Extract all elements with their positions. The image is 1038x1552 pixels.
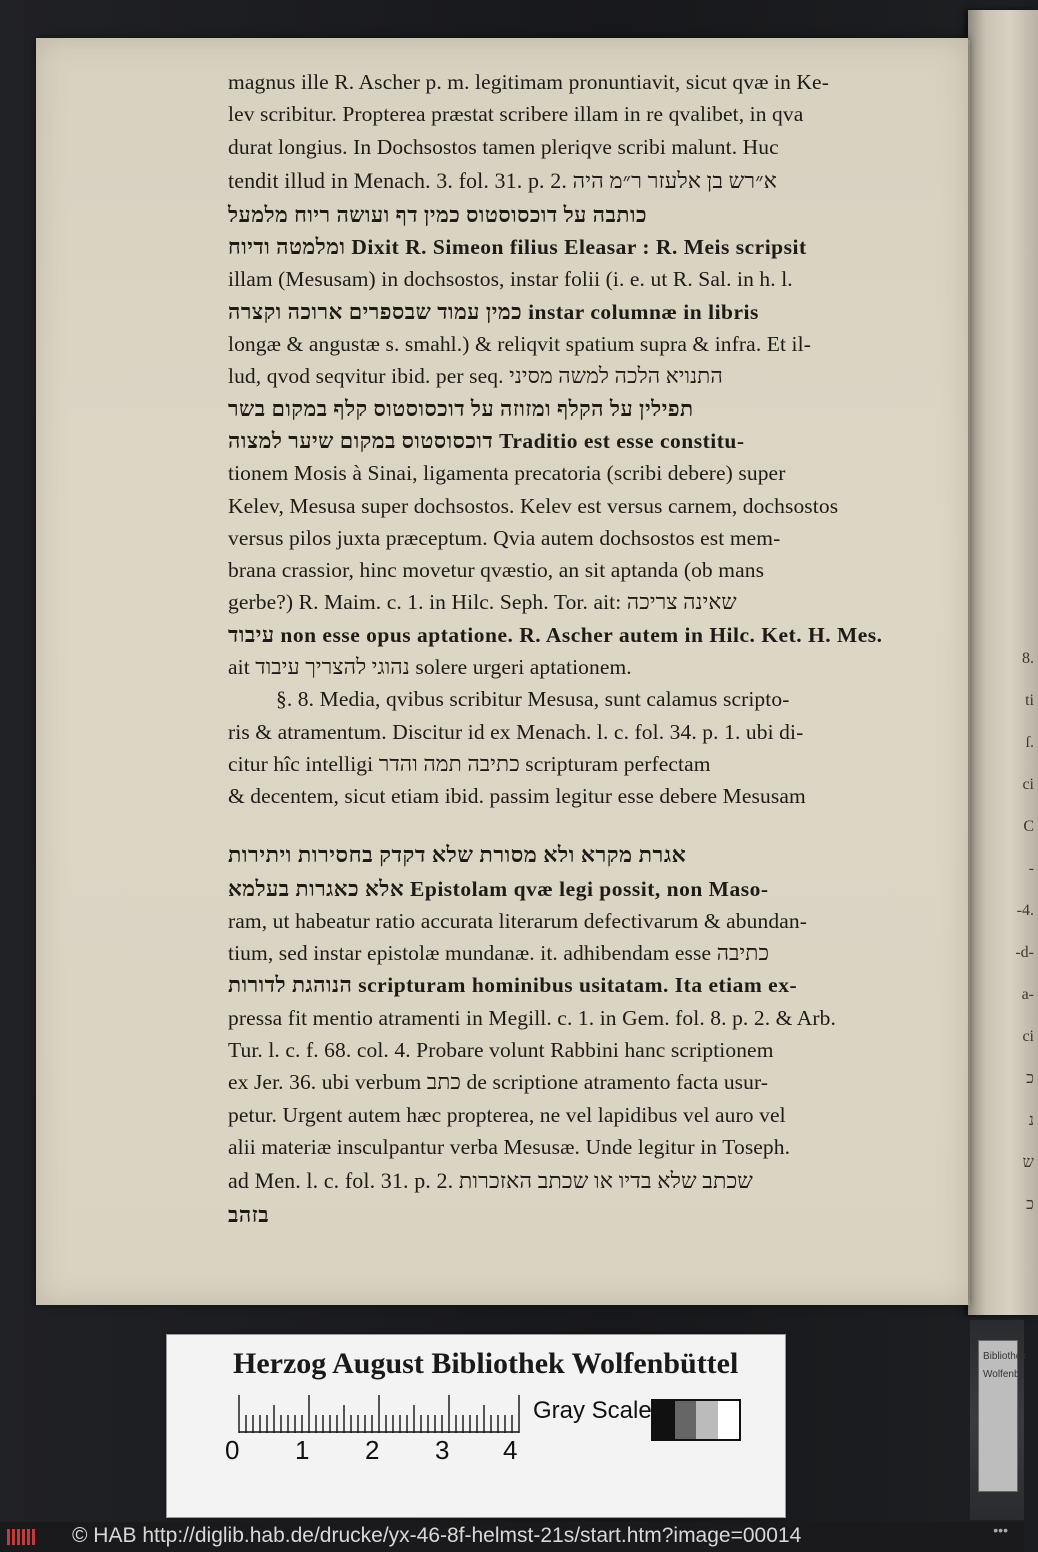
ruler-label-4: 4	[503, 1435, 518, 1465]
adjacent-page-fragment: ci	[1022, 776, 1034, 793]
ruler-labels	[225, 1435, 545, 1465]
adjacent-page-fragment: ſ.	[1025, 734, 1034, 751]
text-line: הנוהגת לדורות scripturam hominibus usitatam. Ita etiam ex-	[228, 973, 798, 998]
adjacent-page-fragment: נ	[1028, 1112, 1034, 1129]
adjacent-page-fragment: ti	[1025, 692, 1034, 709]
side-card-text-1: Bibliothek	[983, 1351, 1027, 1362]
ruler-label-2: 2	[365, 1435, 380, 1465]
text-line: magnus ille R. Ascher p. m. legitimam pronuntiavit, sicut qvæ in Ke-	[228, 70, 829, 94]
text-line: & decentem, sicut etiam ibid. passim legitur esse debere Mesusam	[228, 784, 806, 809]
adjacent-page-fragment: -4.	[1016, 902, 1034, 919]
adjacent-page-fragment: כ	[1026, 1070, 1034, 1087]
text-line: בזהב	[228, 1203, 270, 1228]
text-line: Tur. l. c. f. 68. col. 4. Probare volunt Rabbini hanc scriptionem	[228, 1038, 774, 1063]
text-line: ram, ut habeatur ratio accurata literarum defectivarum & abundan-	[228, 908, 807, 933]
text-line: tendit illud in Menach. 3. fol. 31. p. 2. א״רש בן אלעזר ר״מ היה	[228, 167, 777, 193]
text-line: durat longius. In Dochsostos tamen pleriqve scribi malunt. Huc	[228, 134, 779, 159]
text-line: ex Jer. 36. ubi verbum כתב de scriptione atramento facta usur-	[228, 1070, 769, 1095]
gray-swatch	[696, 1401, 718, 1439]
adjacent-page-fragment: C	[1023, 818, 1034, 835]
text-line: tionem Mosis à Sinai, ligamenta precatoria (scribi debere) super	[228, 461, 786, 486]
copyright-url[interactable]: © HAB http://diglib.hab.de/drucke/yx-46-8f-helmst-21s/start.htm?image=00014	[72, 1524, 802, 1547]
text-line: אלא כאגרות בעלמא Epistolam qvæ legi possit, non Maso-	[228, 876, 769, 901]
adjacent-page-fragment: a-	[1021, 986, 1034, 1003]
text-line: Kelev, Mesusa super dochsostos. Kelev est versus carnem, dochsostos	[228, 493, 839, 518]
viewer-footer	[0, 1522, 1024, 1552]
text-line: ris & atramentum. Discitur id ex Menach. l. c. fol. 34. p. 1. ubi di-	[228, 719, 804, 744]
text-line: gerbe?) R. Maim. c. 1. in Hilc. Seph. Tor. ait: שאינה צריכה	[228, 590, 737, 615]
text-line: כותבה על דוכסוסטוס כמין דף ועושה ריוח מלמעל	[228, 202, 648, 227]
hab-logo-icon	[6, 1526, 36, 1548]
adjacent-page	[968, 10, 1038, 1315]
text-line: דוכסוסטוס במקום שיער למצוה Traditio est esse constitu-	[228, 428, 745, 453]
text-line: illam (Mesusam) in dochsostos, instar folii (i. e. ut R. Sal. in h. l.	[228, 267, 793, 292]
text-line: versus pilos juxta præceptum. Qvia autem dochsostos est mem-	[228, 525, 781, 550]
library-reference-card	[166, 1334, 786, 1518]
adjacent-page-fragment: ci	[1022, 1028, 1034, 1045]
page-text	[228, 66, 948, 1232]
adjacent-page-fragment: -	[1028, 860, 1034, 877]
gray-scale-chart	[651, 1399, 741, 1441]
ruler-label-1: 1	[295, 1435, 310, 1465]
ruler-label-0: 0	[225, 1435, 240, 1465]
adjacent-page-fragment: 8.	[1022, 650, 1034, 667]
side-reference-card	[978, 1340, 1027, 1492]
gray-swatch	[718, 1401, 740, 1439]
text-line: אגרת מקרא ולא מסורת שלא דקדק בחסירות ויתירות	[228, 841, 687, 867]
text-line: תפילין על הקלף ומזוזה על דוכסוסטוס קלף במקום בשר	[228, 396, 694, 421]
gray-swatch	[675, 1401, 697, 1439]
adjacent-page-fragment: כ	[1026, 1196, 1034, 1213]
side-card-text-2: Wolfenb.	[983, 1369, 1023, 1380]
adjacent-page-fragment: -d-	[1015, 944, 1034, 961]
text-line: lev scribitur. Propterea præstat scribere illam in re qvalibet, in qva	[228, 102, 804, 127]
text-line: pressa fit mentio atramenti in Megill. c. 1. in Gem. fol. 8. p. 2. & Arb.	[228, 1005, 836, 1030]
text-line: petur. Urgent autem hæc propterea, ne vel lapidibus vel auro vel	[228, 1102, 786, 1127]
adjacent-page-fragment: ש	[1022, 1154, 1034, 1171]
text-line: citur hîc intelligi כתיבה תמה והדר scripturam perfectam	[228, 751, 711, 776]
side-card-strip	[970, 1320, 1027, 1520]
text-line: ait נהוגי להצריך עיבוד solere urgeri aptationem.	[228, 655, 632, 680]
text-line: alii materiæ insculpantur verba Mesusæ. Unde legitur in Toseph.	[228, 1134, 791, 1159]
text-line: ומלמטה ודיוח Dixit R. Simeon filius Eleasar : R. Meis scripsit	[228, 235, 807, 260]
text-line: longæ & angustæ s. smahl.) & reliqvit spatium supra & infra. Et il-	[228, 332, 811, 357]
more-options-icon[interactable]: •••	[993, 1522, 1008, 1538]
text-line: כמין עמוד שבספרים ארוכה וקצרה instar columnæ in libris	[228, 299, 759, 324]
text-line: עיבוד non esse opus aptatione. R. Ascher autem in Hilc. Ket. H. Mes.	[228, 622, 883, 647]
text-line: tium, sed instar epistolæ mundanæ. it. adhibendam esse כתיבה	[228, 941, 770, 966]
text-line	[228, 813, 948, 837]
ruler-label-3: 3	[435, 1435, 450, 1465]
scale-ruler	[237, 1393, 517, 1433]
text-line: §. 8. Media, qvibus scribitur Mesusa, sunt calamus scripto-	[276, 687, 790, 712]
text-line: lud, qvod seqvitur ibid. per seq. התנויא הלכה למשה מסיני	[228, 364, 723, 389]
library-name: Herzog August Bibliothek Wolfenbüttel	[233, 1347, 739, 1380]
gray-swatch	[653, 1401, 675, 1439]
text-line: ad Men. l. c. fol. 31. p. 2. שכתב שלא בדיו או שכתב האזכרות	[228, 1168, 753, 1194]
gray-scale-label: Gray Scale	[533, 1397, 652, 1424]
text-line: brana crassior, hinc movetur qvæstio, an sit aptanda (ob mans	[228, 558, 765, 583]
